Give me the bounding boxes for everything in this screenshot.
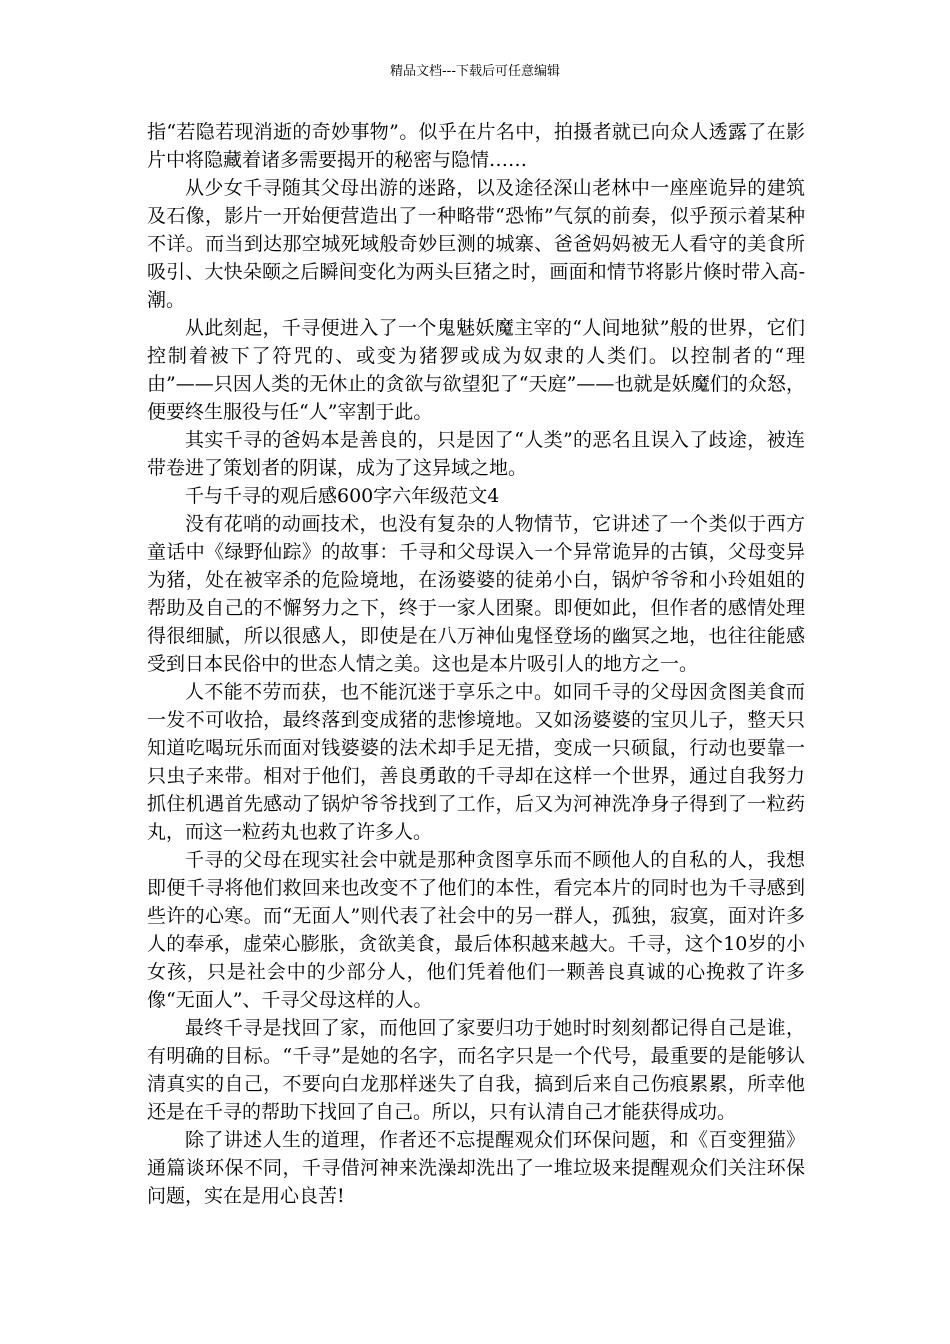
paragraph-5: 没有花哨的动画技术，也没有复杂的人物情节，它讲述了一个类似于西方童话中《绿野仙踪》的故事：千寻和父母误入一个异常诡异的古镇，父母变异为猪，处在被宰杀的危险境地，在汤婆婆的徒弟小白，锅炉爷爷和小玲姐姐的帮助及自己的不懈努力之下，终于一家人团聚。即便如此，但作者的感情处理得很细腻，所以很感人，即使是在八万神仙鬼怪登场的幽冥之地，也往往能感受到日本民俗中的世态人情之美。这也是本片吸引人的地方之一。 bbox=[147, 513, 805, 675]
paragraph-9: 除了讲述人生的道理，作者还不忘提醒观众们环保问题，和《百变狸猫》通篇谈环保不同，千寻借河神来洗澡却洗出了一堆垃圾来提醒观众们关注环保问题，实在是用心良苦! bbox=[147, 1129, 805, 1207]
paragraph-4: 其实千寻的爸妈本是善良的，只是因了“人类”的恶名且误入了歧途，被连带卷进了策划者的阴谋，成为了这异域之地。 bbox=[147, 429, 805, 479]
page-header: 精品文档---下载后可任意编辑 bbox=[389, 64, 561, 79]
paragraph-2: 从少女千寻随其父母出游的迷路，以及途径深山老林中一座座诡异的建筑及石像，影片一开始便营造出了一种略带“恐怖”气氛的前奏，似乎预示着某种不详。而当到达那空城死域般奇妙巨测的城寨、爸爸妈妈被无人看守的美食所吸引、大快朵颐之后瞬间变化为两头巨猪之时，画面和情节将影片倏时带入高-潮。 bbox=[147, 177, 805, 311]
paragraph-8: 最终千寻是找回了家，而他回了家要归功于她时时刻刻都记得自己是谁，有明确的目标。“千寻”是她的名字，而名字只是一个代号，最重要的是能够认清真实的自己，不要向白龙那样迷失了自我，搞到后来自己伤痕累累，所幸他还是在千寻的帮助下找回了自己。所以，只有认清自己才能获得成功。 bbox=[147, 1017, 805, 1123]
paragraph-7: 千寻的父母在现实社会中就是那种贪图享乐而不顾他人的自私的人，我想即便千寻将他们救回来也改变不了他们的本性，看完本片的同时也为千寻感到些许的心寒。而“无面人”则代表了社会中的另一群人，孤独，寂寞，面对许多人的奉承，虚荣心膨胀，贪欲美食，最后体积越来越大。千寻，这个10岁的小女孩，只是社会中的少部分人，他们凭着他们一颗善良真诚的心挽救了许多像“无面人”、千寻父母这样的人。 bbox=[147, 849, 805, 1011]
paragraph-6: 人不能不劳而获，也不能沉迷于享乐之中。如同千寻的父母因贪图美食而一发不可收拾，最终落到变成猪的悲惨境地。又如汤婆婆的宝贝儿子，整天只知道吃喝玩乐而面对钱婆婆的法术却手足无措，变成一只硕鼠，行动也要靠一只虫子来带。相对于他们，善良勇敢的千寻却在这样一个世界，通过自我努力抓住机遇首先感动了锅炉爷爷找到了工作，后又为河神洗净身子得到了一粒药丸，而这一粒药丸也救了许多人。 bbox=[147, 681, 805, 843]
section-heading: 千与千寻的观后感600字六年级范文4 bbox=[185, 485, 500, 507]
document-body bbox=[147, 118, 805, 1210]
paragraph-1: 指“若隐若现消逝的奇妙事物”。似乎在片名中，拍摄者就已向众人透露了在影片中将隐藏着诸多需要揭开的秘密与隐情…… bbox=[147, 121, 805, 171]
paragraph-3: 从此刻起，千寻便进入了一个鬼魅妖魔主宰的“人间地狱”般的世界，它们控制着被下了符咒的、或变为猪猡或成为奴隶的人类们。以控制者的“理由”——只因人类的无休止的贪欲与欲望犯了“天庭”——也就是妖魔们的众怒，便要终生服役与任“人”宰割于此。 bbox=[147, 317, 805, 423]
